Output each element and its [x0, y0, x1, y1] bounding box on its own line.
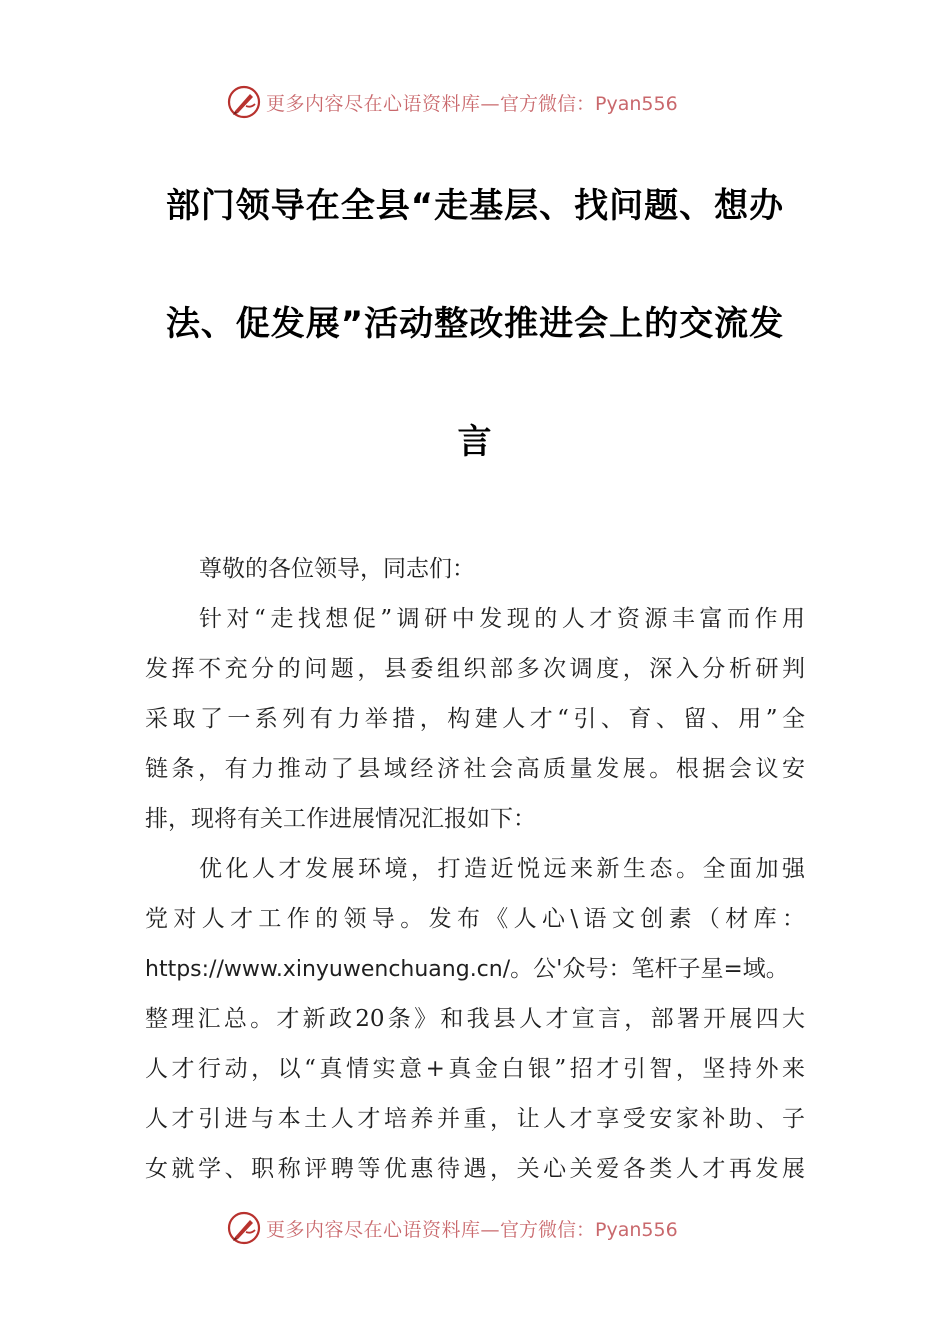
watermark-contact: 官方微信：Pyan556	[500, 92, 678, 115]
watermark-banner-top	[226, 82, 726, 122]
watermark-slogan: 更多内容尽在心语资料库—	[266, 92, 501, 115]
paragraph-2-line: 人才引进与本土人才培养并重，让人才享受安家补助、子	[145, 1106, 805, 1132]
website-link[interactable]: https://www.xinyuwenchuang.cn/	[145, 957, 511, 982]
paragraph-2-url-line	[145, 944, 805, 994]
paragraph-1-line: 链条，有力推动了县域经济社会高质量发展。根据会议安	[145, 756, 805, 782]
paragraph-2-line: 党对人才工作的领导。发布《人心\语文创素（材库：	[145, 906, 805, 932]
watermark-banner-bottom	[226, 1208, 726, 1248]
document-title-line-2: 法、促发展”活动整改推进会上的交流发	[165, 304, 785, 344]
pen-logo-icon	[226, 84, 262, 120]
document-title-line-1: 部门领导在全县“走基层、找问题、想办	[165, 186, 785, 226]
document-title-line-3: 言	[457, 422, 493, 462]
paragraph-2-line: 人才行动，以“真情实意+真金白银”招才引智，坚持外来	[145, 1056, 805, 1082]
paragraph-2-line: 女就学、职称评聘等优惠待遇，关心关爱各类人才再发展	[145, 1156, 805, 1182]
paragraph-2-line: 整理汇总。才新政20条》和我县人才宣言，部署开展四大	[145, 1006, 805, 1032]
paragraph-1-line: 针对“走找想促”调研中发现的人才资源丰富而作用	[199, 606, 805, 632]
watermark-slogan: 更多内容尽在心语资料库—	[266, 1218, 501, 1241]
watermark-contact: 官方微信：Pyan556	[500, 1218, 678, 1241]
url-line-tail: 。公'众号：笔杆子星=域。	[510, 956, 789, 982]
paragraph-1-line: 发挥不充分的问题，县委组织部多次调度，深入分析研判	[145, 656, 805, 682]
paragraph-1-line: 排，现将有关工作进展情况汇报如下：	[145, 806, 536, 832]
paragraph-2-line: 优化人才发展环境，打造近悦远来新生态。全面加强	[199, 856, 805, 882]
paragraph-1-line: 采取了一系列有力举措，构建人才“引、育、留、用”全	[145, 706, 805, 732]
document-body	[145, 544, 805, 1194]
greeting: 尊敬的各位领导，同志们：	[199, 556, 475, 582]
pen-logo-icon	[226, 1210, 262, 1246]
